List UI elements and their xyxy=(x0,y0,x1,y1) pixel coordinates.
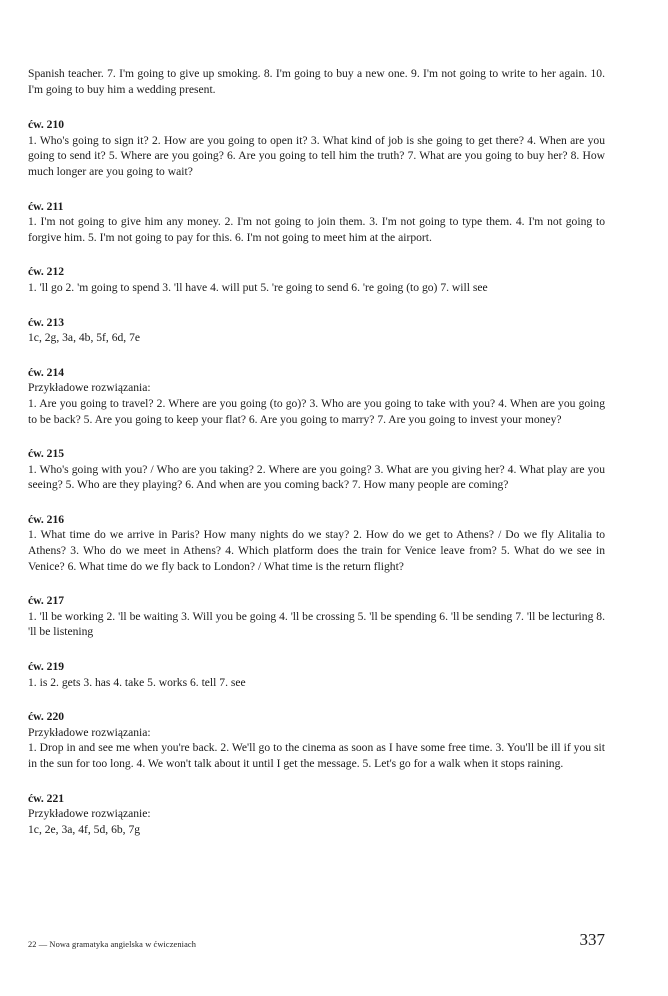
exercise-answers: 1c, 2e, 3a, 4f, 5d, 6b, 7g xyxy=(28,822,141,836)
exercise-heading: ćw. 216 xyxy=(28,512,65,526)
exercise-210 xyxy=(28,117,605,179)
answer-key-content xyxy=(28,66,605,856)
exercise-answers: 1. Are you going to travel? 2. Where are you going (to go)? 3. Who are you going to take with you? 4. When are you going to be back? 5. Are you going to keep your flat? 6. Are you going to marry? 7. Are you going to invest your money? xyxy=(28,396,605,426)
exercise-heading: ćw. 219 xyxy=(28,660,65,674)
exercise-heading: ćw. 215 xyxy=(28,447,65,461)
exercise-215 xyxy=(28,446,605,493)
exercise-heading: ćw. 220 xyxy=(28,710,65,724)
exercise-heading: ćw. 212 xyxy=(28,265,65,279)
exercise-heading: ćw. 213 xyxy=(28,315,65,329)
exercise-214 xyxy=(28,365,605,427)
exercise-heading: ćw. 211 xyxy=(28,199,64,213)
exercise-219 xyxy=(28,659,605,690)
exercise-heading: ćw. 217 xyxy=(28,594,65,608)
exercise-subtitle: Przykładowe rozwiązania: xyxy=(28,381,151,395)
intro-paragraph: Spanish teacher. 7. I'm going to give up smoking. 8. I'm going to buy a new one. 9. I'm not going to write to her again. 10. I'm going to buy him a wedding present. xyxy=(28,67,605,96)
exercise-answers: 1. Who's going with you? / Who are you taking? 2. Where are you going? 3. What are you giving her? 4. What play are you seeing? 5. Who are they playing? 6. And when are you coming back? 7. How many people are coming? xyxy=(28,462,605,492)
exercise-heading: ćw. 214 xyxy=(28,365,65,379)
exercise-answers: 1. 'll be working 2. 'll be waiting 3. Will you be going 4. 'll be crossing 5. 'll be spending 6. 'll be sending 7. 'll be lecturing 8. 'll be listening xyxy=(28,609,605,639)
exercise-subtitle: Przykładowe rozwiązanie: xyxy=(28,807,151,821)
exercise-220 xyxy=(28,709,605,771)
exercise-answers: 1c, 2g, 3a, 4b, 5f, 6d, 7e xyxy=(28,331,141,345)
exercise-answers: 1. 'll go 2. 'm going to spend 3. 'll have 4. will put 5. 're going to send 6. 're going (to go) 7. will see xyxy=(28,280,488,294)
exercise-213 xyxy=(28,315,605,346)
exercise-heading: ćw. 221 xyxy=(28,791,65,805)
exercise-221 xyxy=(28,791,605,838)
exercise-answers: 1. I'm not going to give him any money. 2. I'm not going to join them. 3. I'm not going to type them. 4. I'm not going to forgive him. 5. I'm not going to pay for this. 6. I'm not going to meet him at the airport. xyxy=(28,215,605,244)
exercise-answers: 1. is 2. gets 3. has 4. take 5. works 6. tell 7. see xyxy=(28,675,246,689)
exercise-211 xyxy=(28,199,605,246)
exercise-answers: 1. What time do we arrive in Paris? How many nights do we stay? 2. How do we get to Athens? / Do we fly Alitalia to Athens? 3. Who do we meet in Athens? 4. Which platform does the train for Venice leave from? 5. What do we see in Venice? 6. What time do we fly back to London? / What time is the return flight? xyxy=(28,528,605,573)
page-number: 337 xyxy=(579,930,605,949)
exercise-subtitle: Przykładowe rozwiązania: xyxy=(28,725,151,739)
footer-book-title: 22 — Nowa gramatyka angielska w ćwiczeniach xyxy=(28,940,197,949)
exercise-217 xyxy=(28,593,605,640)
exercise-heading: ćw. 210 xyxy=(28,118,65,132)
exercise-216 xyxy=(28,512,605,574)
exercise-answers: 1. Who's going to sign it? 2. How are you going to open it? 3. What kind of job is she going to get there? 4. When are you going to send it? 5. Where are you going? 6. Are you going to tell him the truth? 7. What are you going to buy her? 8. How much longer are you going to wait? xyxy=(28,133,605,178)
exercise-answers: 1. Drop in and see me when you're back. 2. We'll go to the cinema as soon as I have some free time. 3. You'll be ill if you sit in the sun for too long. 4. We won't talk about it until I get the message. 5. Let's go for a walk when it stops raining. xyxy=(28,741,605,770)
exercise-212 xyxy=(28,264,605,295)
page-footer xyxy=(28,930,605,956)
